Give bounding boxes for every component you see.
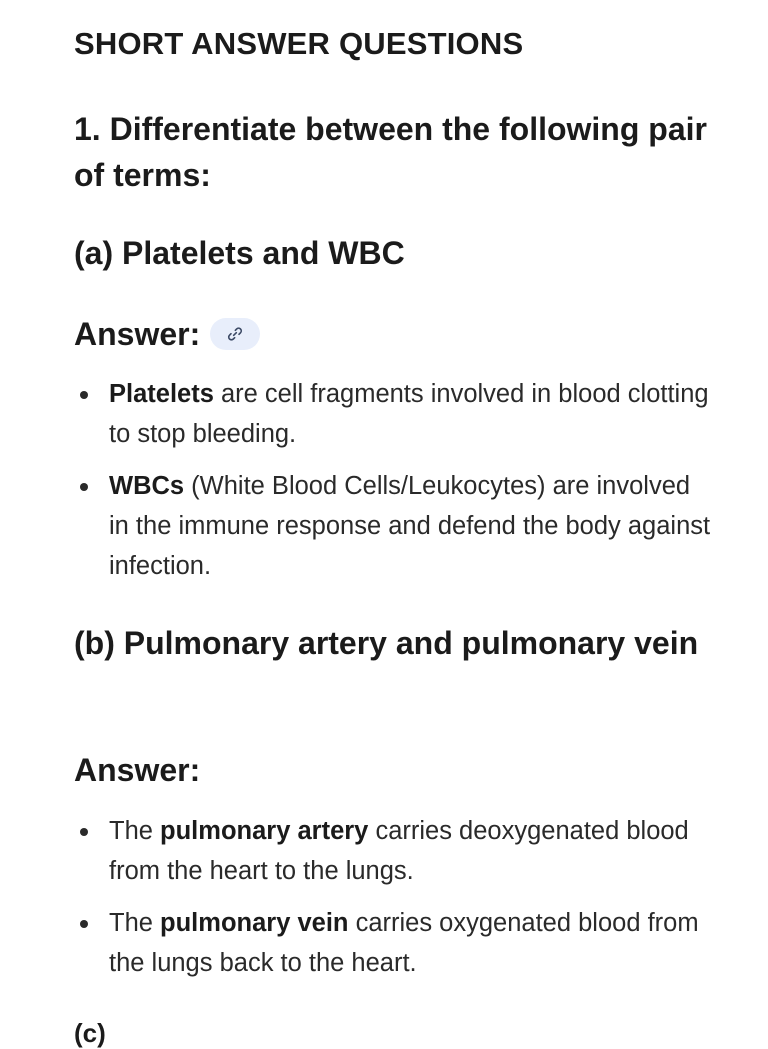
part-a-answer-label bbox=[74, 314, 260, 354]
bullet-dot bbox=[80, 391, 88, 399]
term-bold: WBCs bbox=[109, 472, 185, 500]
list-item bbox=[74, 374, 714, 454]
part-a-bullet-list bbox=[74, 374, 714, 586]
part-b-title: (b) Pulmonary artery and pulmonary vein bbox=[74, 625, 699, 661]
bullet-dot bbox=[80, 483, 88, 491]
term-prefix: The bbox=[109, 909, 161, 937]
part-b-answer-label bbox=[74, 750, 200, 790]
term-description: (White Blood Cells/Leukocytes) are involved in the immune response and defend the body against infection. bbox=[109, 472, 711, 580]
part-c-title-cutoff: (c) bbox=[74, 1018, 106, 1048]
list-item bbox=[74, 466, 714, 586]
answer-label-text: Answer: bbox=[74, 752, 201, 788]
link-chip-button[interactable] bbox=[210, 318, 260, 350]
bullet-dot bbox=[80, 920, 88, 928]
term-prefix: The bbox=[109, 817, 161, 845]
section-title: SHORT ANSWER QUESTIONS bbox=[74, 26, 524, 61]
term-bold: pulmonary vein bbox=[160, 909, 349, 937]
term-bold: Platelets bbox=[109, 380, 214, 408]
term-description: carries oxygenated blood from the lungs back to the heart. bbox=[109, 909, 699, 977]
term-bold: pulmonary artery bbox=[160, 817, 369, 845]
link-icon bbox=[227, 326, 243, 342]
list-item bbox=[74, 903, 714, 983]
list-item bbox=[74, 811, 714, 891]
part-b-bullet-list bbox=[74, 811, 714, 983]
term-description: are cell fragments involved in blood clotting to stop bleeding. bbox=[109, 380, 709, 448]
part-a-title: (a) Platelets and WBC bbox=[74, 235, 405, 271]
answer-label-text: Answer: bbox=[74, 316, 201, 352]
term-description: carries deoxygenated blood from the heart to the lungs. bbox=[109, 817, 689, 885]
question-heading: 1. Differentiate between the following pair of terms: bbox=[74, 111, 707, 193]
bullet-dot bbox=[80, 828, 88, 836]
